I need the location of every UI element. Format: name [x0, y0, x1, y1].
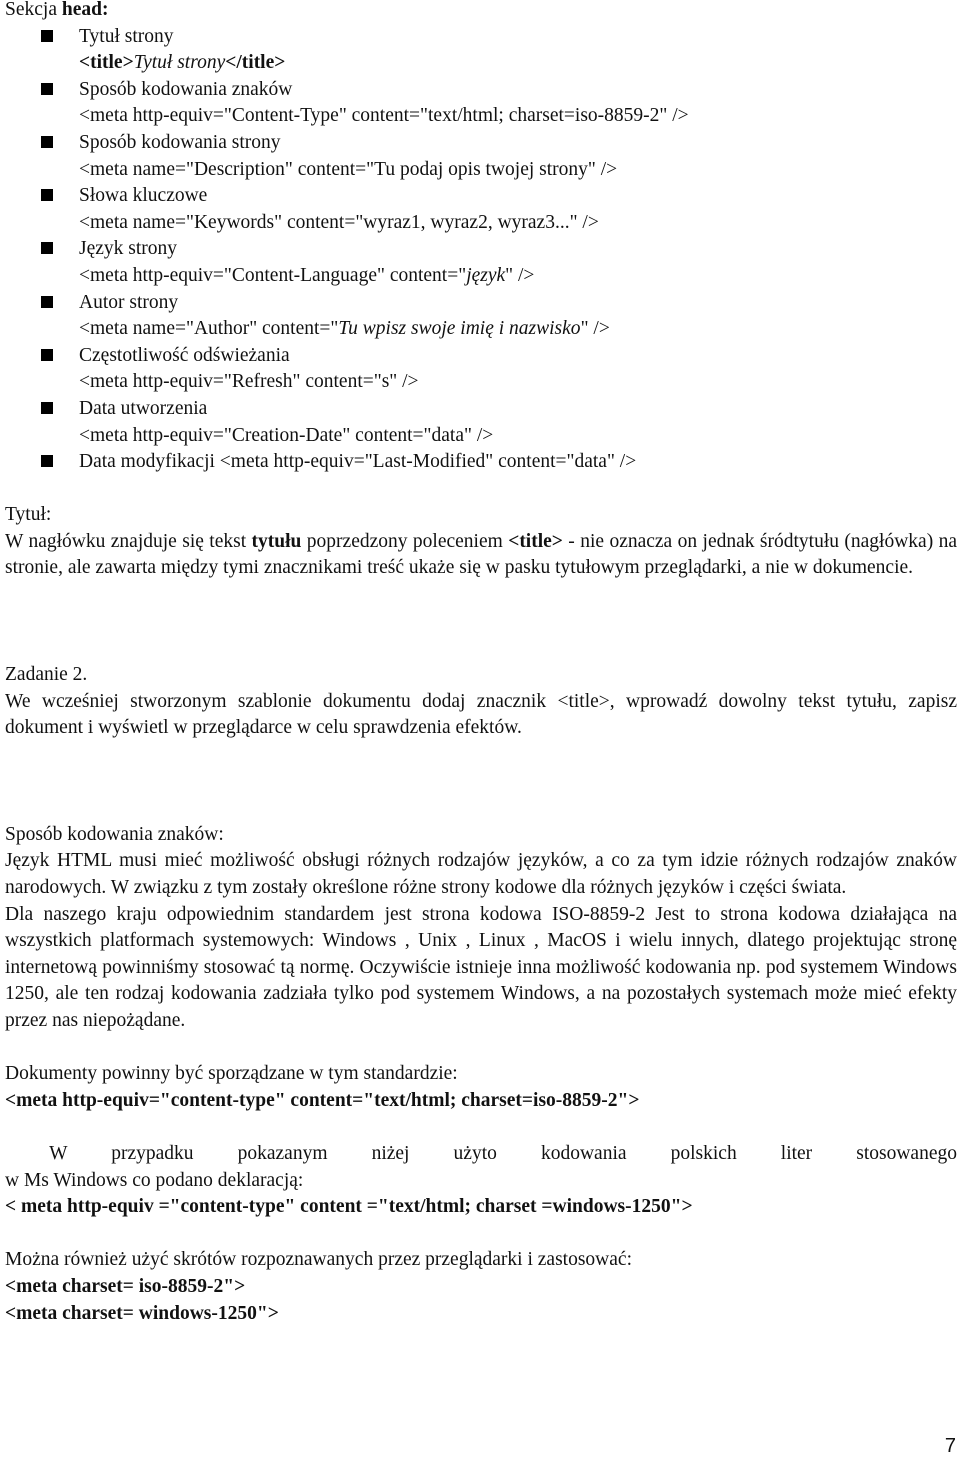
- meta-tag-code: [79, 316, 957, 343]
- document-page: [5, 0, 957, 1327]
- meta-tag-code-part: <meta http-equiv="Refresh" content="s" />: [79, 371, 419, 393]
- meta-tag-code: [79, 157, 957, 184]
- square-bullet-icon: [41, 189, 53, 201]
- meta-tag-code-part: " />: [580, 318, 610, 340]
- square-bullet-icon: [41, 402, 53, 414]
- meta-tag-item: [5, 24, 957, 77]
- meta-tag-code-part: <meta name="Description" content="Tu podaj opis twojej strony" />: [79, 158, 618, 180]
- meta-tag-code-part: <title>: [79, 52, 134, 74]
- square-bullet-icon: [41, 296, 53, 308]
- meta-tag-code: [79, 210, 957, 237]
- meta-tag-title: Częstotliwość odświeżania: [79, 344, 290, 366]
- zadanie-paragraph: We wcześniej stworzonym szablonie dokumentu dodaj znacznik <title>, wprowadź dowolny tekst tytułu, zapisz dokument i wyświetl w przeglądarce w celu sprawdzenia efektów.: [5, 690, 957, 739]
- meta-tag-item: [5, 77, 957, 130]
- short-code-1: <meta charset= iso-8859-2">: [5, 1275, 246, 1297]
- meta-tags-list: [5, 24, 957, 476]
- meta-tag-code-part: <meta name="Author" content=": [79, 318, 339, 340]
- meta-tag-title: Słowa kluczowe: [79, 185, 208, 207]
- page-number: 7: [944, 1435, 956, 1457]
- section-heading: [5, 0, 957, 24]
- spacer: [5, 1035, 957, 1062]
- meta-tag-title: Data utworzenia: [79, 397, 208, 419]
- meta-tag-code: [79, 423, 957, 450]
- meta-tag-item: [5, 183, 957, 236]
- kodowanie-paragraph-2: Dla naszego kraju odpowiednim standardem jest strona kodowa ISO-8859-2 Jest to strona kodowa działająca na wszystkich platformach systemowych: Windows , Unix , Linux , MacOS i wielu innych, dlatego projektując stronę internetową powinniśmy stosować tą normę. Oczywiście istnieje inna możliwość kodowania np. pod systemem Windows 1250, ale ten rodzaj kodowania zadziała tylko pod systemem Windows, a na pozostałych systemach może mieć efekty przez nas niepożądane.: [5, 903, 957, 1031]
- meta-tag-item: [5, 343, 957, 396]
- meta-tag-title: Tytuł strony: [79, 25, 174, 47]
- kodowanie-paragraph-1: Język HTML musi mieć możliwość obsługi różnych rodzajów języków, a co za tym idzie różnych rodzajów znaków narodowych. W związku z tym zostały określone różne strony kodowe dla różnych języków i części świata.: [5, 850, 957, 899]
- short-intro: Można również użyć skrótów rozpoznawanych przez przeglądarki i zastosować:: [5, 1249, 632, 1271]
- tytul-text-middle: poprzedzony poleceniem: [301, 530, 509, 552]
- kodowanie-heading: Sposób kodowania znaków:: [5, 823, 224, 845]
- square-bullet-icon: [41, 136, 53, 148]
- tytul-text-after: - nie oznacza on jednak śródtytułu (nagłówka) na stronie, ale zawarta między tymi znacznikami treść ukaże się w pasku tytułowym przeglądarki, a nie w dokumencie.: [5, 530, 958, 579]
- tytul-paragraph: [5, 529, 957, 582]
- meta-tag-code-part: <meta http-equiv="Content-Language" content=": [79, 264, 467, 286]
- spacer: [5, 1114, 957, 1141]
- tytul-heading: Tytuł:: [5, 504, 52, 526]
- tytul-bold-tag: <title>: [508, 530, 563, 552]
- zadanie-heading: Zadanie 2.: [5, 664, 88, 686]
- meta-tag-title: Autor strony: [79, 291, 179, 313]
- meta-tag-code: [79, 369, 957, 396]
- section-heading-prefix: Sekcja: [5, 0, 62, 20]
- standard-code: <meta http-equiv="content-type" content="text/html; charset=iso-8859-2">: [5, 1089, 640, 1111]
- meta-tag-code-part: język: [466, 264, 506, 286]
- spacer: [5, 1221, 957, 1248]
- tytul-text-before: W nagłówku znajduje się tekst: [5, 530, 252, 552]
- windows-line-2: w Ms Windows co podano deklaracją:: [5, 1169, 304, 1191]
- square-bullet-icon: [41, 83, 53, 95]
- meta-tag-code-part: Tu wpisz swoje imię i nazwisko: [338, 318, 581, 340]
- square-bullet-icon: [41, 455, 53, 467]
- meta-tag-item: [5, 236, 957, 289]
- spacer: [5, 742, 957, 822]
- tytul-bold-word: tytułu: [251, 530, 302, 552]
- meta-tag-code-part: </title>: [225, 52, 286, 74]
- meta-tag-code-part: <meta http-equiv="Creation-Date" content="data" />: [79, 424, 494, 446]
- meta-tag-code: [79, 103, 957, 130]
- meta-tag-code: [79, 263, 957, 290]
- meta-tag-code-part: " />: [505, 264, 535, 286]
- meta-tag-code-part: <meta name="Keywords" content="wyraz1, wyraz2, wyraz3..." />: [79, 211, 599, 233]
- meta-tag-code: [79, 50, 957, 77]
- short-code-2: <meta charset= windows-1250">: [5, 1302, 279, 1324]
- meta-tag-title: Sposób kodowania znaków: [79, 78, 293, 100]
- square-bullet-icon: [41, 30, 53, 42]
- meta-tag-code-part: Tytuł strony: [133, 52, 226, 74]
- spacer: [5, 582, 957, 662]
- section-heading-bold: head:: [61, 0, 109, 20]
- meta-tag-title: Sposób kodowania strony: [79, 131, 281, 153]
- meta-tag-item: [5, 449, 957, 476]
- meta-tag-title: Data modyfikacji <meta http-equiv="Last-Modified" content="data" />: [79, 451, 637, 473]
- square-bullet-icon: [41, 242, 53, 254]
- spacer: [5, 476, 957, 503]
- standard-intro: Dokumenty powinny być sporządzane w tym standardzie:: [5, 1063, 458, 1085]
- square-bullet-icon: [41, 349, 53, 361]
- meta-tag-item: [5, 290, 957, 343]
- windows-code: < meta http-equiv ="content-type" content ="text/html; charset =windows-1250">: [5, 1196, 693, 1218]
- windows-line-1: W przypadku pokazanym niżej użyto kodowania polskich liter stosowanego: [5, 1142, 957, 1164]
- meta-tag-item: [5, 396, 957, 449]
- meta-tag-item: [5, 130, 957, 183]
- meta-tag-code-part: <meta http-equiv="Content-Type" content="text/html; charset=iso-8859-2" />: [79, 105, 689, 127]
- meta-tag-title: Język strony: [79, 238, 178, 260]
